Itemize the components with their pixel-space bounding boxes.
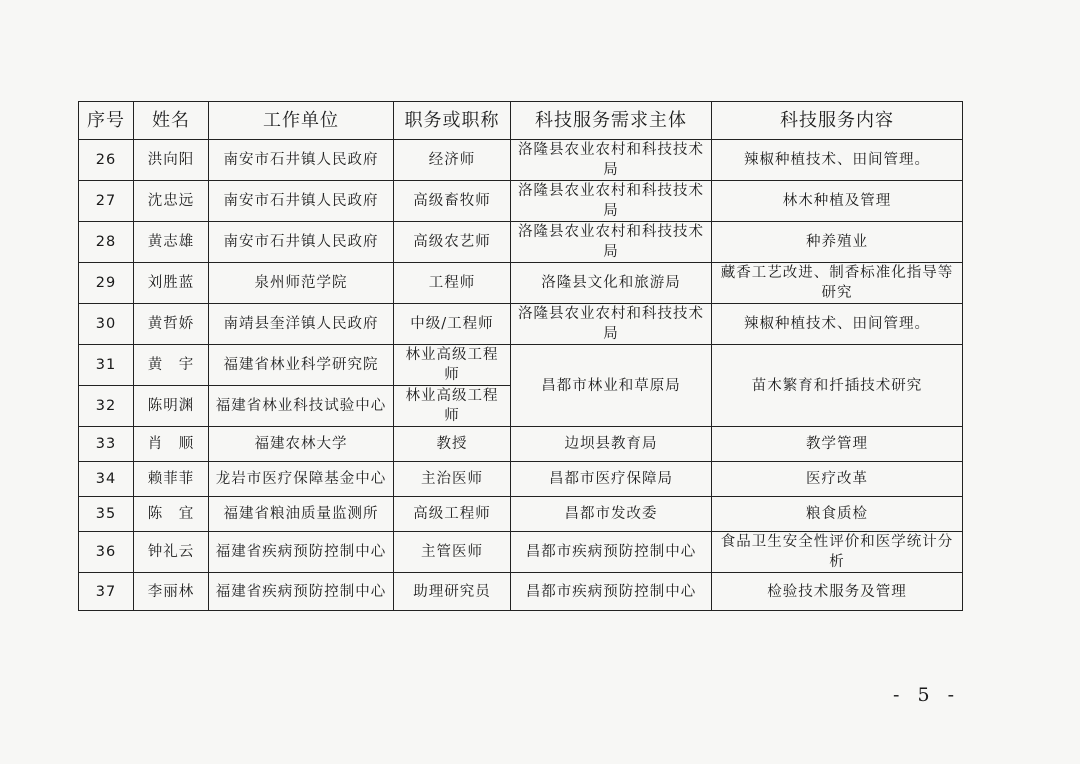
- cell-name: 黄志雄: [134, 222, 209, 263]
- table-row: [79, 345, 963, 386]
- header-unit: 工作单位: [209, 102, 394, 140]
- cell-title: 林业高级工程师: [394, 386, 511, 427]
- cell-unit: 南安市石井镇人民政府: [209, 222, 394, 263]
- cell-unit: 南靖县奎洋镇人民政府: [209, 304, 394, 345]
- cell-name: 陈 宜: [134, 497, 209, 532]
- cell-title: 主治医师: [394, 462, 511, 497]
- cell-unit: 龙岩市医疗保障基金中心: [209, 462, 394, 497]
- page-number: - 5 -: [893, 684, 961, 706]
- cell-name: 黄哲娇: [134, 304, 209, 345]
- cell-content: 藏香工艺改进、制香标准化指导等研究: [712, 263, 963, 304]
- cell-title: 林业高级工程师: [394, 345, 511, 386]
- cell-title: 高级工程师: [394, 497, 511, 532]
- cell-content: 教学管理: [712, 427, 963, 462]
- cell-title: 高级农艺师: [394, 222, 511, 263]
- cell-name: 陈明渊: [134, 386, 209, 427]
- cell-title: 工程师: [394, 263, 511, 304]
- cell-client: 昌都市疾病预防控制中心: [511, 532, 712, 573]
- cell-name: 黄 宇: [134, 345, 209, 386]
- table-row: [79, 573, 963, 611]
- cell-title: 经济师: [394, 140, 511, 181]
- header-title: 职务或职称: [394, 102, 511, 140]
- cell-unit: 福建省粮油质量监测所: [209, 497, 394, 532]
- table-row: [79, 532, 963, 573]
- cell-no: 36: [79, 532, 134, 573]
- cell-unit: 福建省疾病预防控制中心: [209, 532, 394, 573]
- cell-content: 苗木繁育和扦插技术研究: [712, 345, 963, 427]
- table-row: [79, 462, 963, 497]
- cell-client: 洛隆县农业农村和科技技术局: [511, 222, 712, 263]
- cell-title: 教授: [394, 427, 511, 462]
- cell-content: 种养殖业: [712, 222, 963, 263]
- cell-unit: 福建省疾病预防控制中心: [209, 573, 394, 611]
- cell-content: 辣椒种植技术、田间管理。: [712, 304, 963, 345]
- cell-content: 医疗改革: [712, 462, 963, 497]
- cell-content: 食品卫生安全性评价和医学统计分析: [712, 532, 963, 573]
- table-row: [79, 222, 963, 263]
- cell-client: 洛隆县文化和旅游局: [511, 263, 712, 304]
- table-row: [79, 181, 963, 222]
- table-header-row: [79, 102, 963, 140]
- cell-name: 沈忠远: [134, 181, 209, 222]
- cell-title: 中级/工程师: [394, 304, 511, 345]
- cell-title: 主管医师: [394, 532, 511, 573]
- cell-name: 洪向阳: [134, 140, 209, 181]
- cell-content: 粮食质检: [712, 497, 963, 532]
- cell-client: 边坝县教育局: [511, 427, 712, 462]
- cell-unit: 福建省林业科学研究院: [209, 345, 394, 386]
- cell-name: 肖 顺: [134, 427, 209, 462]
- cell-name: 李丽林: [134, 573, 209, 611]
- cell-name: 赖菲菲: [134, 462, 209, 497]
- cell-client: 昌都市医疗保障局: [511, 462, 712, 497]
- header-content: 科技服务内容: [712, 102, 963, 140]
- cell-no: 26: [79, 140, 134, 181]
- cell-no: 27: [79, 181, 134, 222]
- header-no: 序号: [79, 102, 134, 140]
- cell-client: 昌都市疾病预防控制中心: [511, 573, 712, 611]
- cell-no: 32: [79, 386, 134, 427]
- table-row: [79, 263, 963, 304]
- cell-content: 检验技术服务及管理: [712, 573, 963, 611]
- cell-no: 31: [79, 345, 134, 386]
- table-row: [79, 304, 963, 345]
- cell-content: 林木种植及管理: [712, 181, 963, 222]
- personnel-table: [78, 101, 963, 611]
- cell-title: 助理研究员: [394, 573, 511, 611]
- cell-unit: 南安市石井镇人民政府: [209, 181, 394, 222]
- cell-title: 高级畜牧师: [394, 181, 511, 222]
- header-name: 姓名: [134, 102, 209, 140]
- header-client: 科技服务需求主体: [511, 102, 712, 140]
- cell-no: 30: [79, 304, 134, 345]
- cell-no: 35: [79, 497, 134, 532]
- cell-no: 33: [79, 427, 134, 462]
- cell-client: 洛隆县农业农村和科技技术局: [511, 181, 712, 222]
- cell-unit: 福建省林业科技试验中心: [209, 386, 394, 427]
- cell-unit: 福建农林大学: [209, 427, 394, 462]
- cell-client: 昌都市发改委: [511, 497, 712, 532]
- cell-name: 刘胜蓝: [134, 263, 209, 304]
- table-row: [79, 497, 963, 532]
- table-row: [79, 427, 963, 462]
- cell-no: 34: [79, 462, 134, 497]
- cell-client: 洛隆县农业农村和科技技术局: [511, 304, 712, 345]
- cell-name: 钟礼云: [134, 532, 209, 573]
- cell-unit: 南安市石井镇人民政府: [209, 140, 394, 181]
- cell-client: 洛隆县农业农村和科技技术局: [511, 140, 712, 181]
- cell-content: 辣椒种植技术、田间管理。: [712, 140, 963, 181]
- table-row: [79, 140, 963, 181]
- cell-no: 29: [79, 263, 134, 304]
- cell-unit: 泉州师范学院: [209, 263, 394, 304]
- cell-client: 昌都市林业和草原局: [511, 345, 712, 427]
- cell-no: 37: [79, 573, 134, 611]
- cell-no: 28: [79, 222, 134, 263]
